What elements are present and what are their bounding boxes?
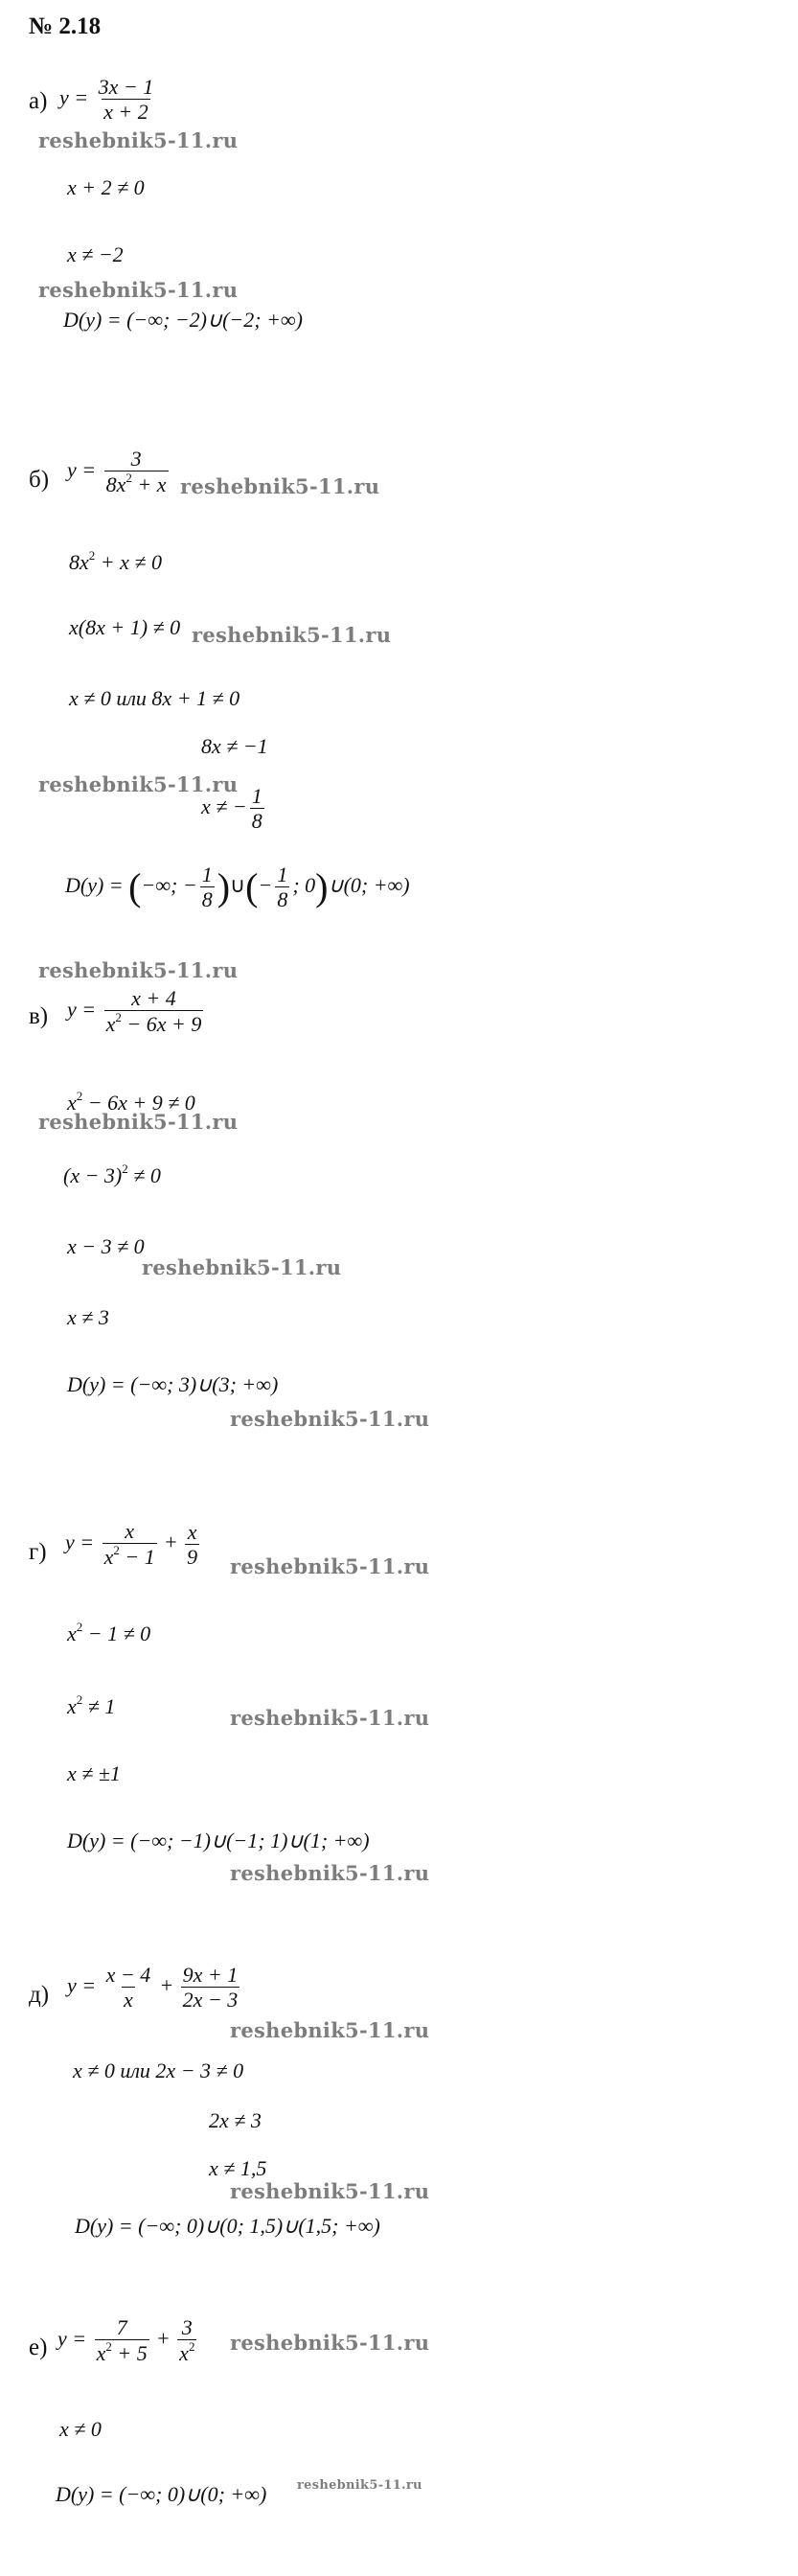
numerator: 1	[201, 862, 213, 886]
watermark: reshebnik5-11.ru	[230, 2331, 430, 2355]
exponent: 2	[122, 1162, 128, 1176]
exponent: 2	[76, 1692, 83, 1707]
watermark: reshebnik5-11.ru	[38, 278, 239, 302]
denominator: 8	[277, 887, 288, 912]
denominator: 8	[201, 887, 213, 912]
expr-base: 8x	[69, 550, 89, 574]
fraction	[181, 1963, 240, 2012]
watermark: reshebnik5-11.ru	[230, 1407, 430, 1431]
den-rest: + x	[131, 472, 167, 497]
interval-1: −∞; −	[141, 872, 197, 897]
y-equals: y =	[67, 997, 97, 1022]
expr-rest: ≠ 1	[82, 1694, 116, 1718]
part-e-function	[57, 2315, 199, 2366]
expr-rest: − 6x + 9 ≠ 0	[82, 1091, 195, 1115]
denominator	[104, 1010, 204, 1036]
denominator: 2x − 3	[182, 1988, 239, 2012]
numerator: 3x − 1	[98, 75, 154, 99]
den-base: x	[105, 1012, 116, 1037]
denominator: x	[124, 1988, 133, 2012]
den-rest: − 1	[119, 1545, 155, 1570]
part-a-label: а)	[29, 88, 48, 114]
part-e-step-1: x ≠ 0	[59, 2417, 102, 2441]
part-d-domain: D(y) = (−∞; 0)∪(0; 1,5)∪(1,5; +∞)	[75, 2214, 380, 2238]
expr-rest: + x ≠ 0	[95, 550, 162, 574]
fraction	[275, 862, 289, 912]
part-g-step-2	[67, 1692, 115, 1719]
expr-rest: − 1 ≠ 0	[82, 1622, 151, 1645]
exponent: 2	[76, 1089, 83, 1103]
problem-title: № 2.18	[29, 13, 102, 39]
numerator: x − 4	[105, 1963, 151, 1987]
watermark: reshebnik5-11.ru	[142, 1255, 342, 1279]
numerator: x	[125, 1519, 135, 1543]
plus-sign: +	[160, 1972, 173, 1997]
denominator: 8	[251, 809, 262, 834]
y-equals: y =	[65, 1530, 95, 1554]
part-b-step-3: x ≠ 0 или 8x + 1 ≠ 0	[69, 686, 240, 710]
den-rest: − 6x + 9	[121, 1012, 202, 1037]
part-g-step-1	[67, 1620, 150, 1646]
exponent: 2	[188, 2339, 195, 2355]
watermark: reshebnik5-11.ru	[38, 958, 239, 982]
exponent: 2	[115, 1010, 122, 1025]
expr-base: (x − 3)	[63, 1163, 123, 1187]
watermark: reshebnik5-11.ru	[230, 2018, 430, 2042]
part-b-label: б)	[29, 467, 50, 493]
fraction	[200, 862, 215, 912]
y-equals: y =	[67, 1972, 97, 1997]
part-b-domain: D(y) = (−∞; − $\frac{1}{8}$ )∪(− $\frac{1}{8}$ ; 0)∪(0; +∞)	[65, 862, 410, 912]
y-equals: y =	[57, 2326, 87, 2351]
numerator: 1	[277, 862, 288, 886]
part-v-step-2	[63, 1162, 161, 1188]
part-v-function	[67, 986, 206, 1037]
denominator: 9	[187, 1544, 198, 1569]
watermark: reshebnik5-11.ru	[230, 2179, 430, 2203]
exponent: 2	[76, 1620, 83, 1634]
fraction	[97, 75, 156, 125]
denominator	[104, 471, 169, 496]
plus-sign: +	[165, 1530, 177, 1554]
fraction	[103, 1519, 157, 1570]
den-base: x	[179, 2341, 189, 2366]
watermark: reshebnik5-11.ru	[230, 1554, 430, 1578]
union-symbol: ∪	[230, 872, 246, 897]
den-base: x	[96, 2341, 106, 2366]
exponent: 2	[88, 548, 96, 563]
watermark: reshebnik5-11.ru	[192, 623, 392, 647]
fraction	[185, 1520, 199, 1570]
exponent: 2	[125, 471, 132, 486]
part-d-label: д)	[29, 1982, 50, 2008]
part-d-function	[67, 1963, 242, 2012]
den-rest: + 5	[111, 2341, 148, 2366]
y-equals: y =	[67, 457, 97, 482]
part-g-function	[65, 1519, 202, 1570]
part-v-step-3: x − 3 ≠ 0	[67, 1234, 145, 1258]
expr-base: x	[67, 1622, 77, 1645]
den-base: 8x	[105, 472, 126, 497]
part-v-label: в)	[29, 1003, 49, 1029]
part-a-function	[59, 75, 158, 125]
watermark: reshebnik5-11.ru	[38, 128, 239, 152]
denominator	[95, 2339, 149, 2365]
interval-2-sign: −	[258, 872, 273, 897]
numerator: 9x + 1	[182, 1963, 239, 1987]
numerator: 1	[251, 784, 262, 808]
fraction	[104, 1963, 153, 2012]
denominator	[103, 1543, 157, 1569]
fraction	[104, 986, 204, 1037]
part-v-domain: D(y) = (−∞; 3)∪(3; +∞)	[67, 1372, 279, 1396]
numerator: 3	[181, 2315, 193, 2339]
fraction	[250, 784, 264, 834]
part-d-step-2: 2x ≠ 3	[209, 2108, 262, 2132]
plus-sign: +	[157, 2326, 170, 2351]
fraction	[177, 2315, 196, 2366]
watermark: reshebnik5-11.ru	[38, 772, 239, 796]
part-g-step-3: x ≠ ±1	[67, 1761, 121, 1785]
expr-rest: ≠ 0	[127, 1163, 161, 1187]
part-d-step-1: x ≠ 0 или 2x − 3 ≠ 0	[73, 2058, 244, 2082]
part-a-domain: D(y) = (−∞; −2)∪(−2; +∞)	[63, 308, 303, 332]
part-e-label: е)	[29, 2334, 48, 2360]
exponent: 2	[113, 1543, 120, 1558]
part-b-function	[67, 447, 171, 497]
watermark: reshebnik5-11.ru	[38, 1110, 239, 1134]
domain-prefix: D(y) =	[65, 872, 124, 897]
denominator	[177, 2339, 196, 2365]
y-equals: y =	[59, 84, 89, 109]
part-g-label: г)	[29, 1539, 47, 1565]
interval-3: ∪(0; +∞)	[328, 872, 410, 897]
interval-2-end: ; 0	[292, 872, 316, 897]
part-a-step-1: x + 2 ≠ 0	[67, 175, 145, 199]
part-v-step-4: x ≠ 3	[67, 1305, 109, 1329]
expr-base: x	[67, 1091, 77, 1115]
part-g-domain: D(y) = (−∞; −1)∪(−1; 1)∪(1; +∞)	[67, 1828, 370, 1852]
fraction	[95, 2315, 149, 2366]
part-b-step-4: 8x ≠ −1	[201, 734, 268, 758]
watermark: reshebnik5-11.ru	[230, 1861, 430, 1885]
part-b-step-1	[69, 548, 162, 575]
numerator: 7	[116, 2315, 127, 2339]
denominator: x + 2	[103, 100, 148, 125]
expr-base: x	[67, 1694, 77, 1718]
exponent: 2	[105, 2339, 112, 2355]
numerator: 3	[130, 447, 142, 471]
part-b-step-2: x(8x + 1) ≠ 0	[69, 615, 181, 639]
part-a-step-2: x ≠ −2	[67, 242, 124, 266]
fraction	[104, 447, 169, 497]
part-b-step-5	[201, 784, 267, 834]
numerator: x + 4	[131, 986, 176, 1010]
part-d-step-3: x ≠ 1,5	[209, 2156, 267, 2180]
watermark: reshebnik5-11.ru	[297, 2478, 422, 2493]
watermark: reshebnik5-11.ru	[180, 474, 380, 498]
den-base: x	[103, 1545, 114, 1570]
watermark: reshebnik5-11.ru	[230, 1706, 430, 1730]
part-e-domain: D(y) = (−∞; 0)∪(0; +∞)	[56, 2482, 267, 2506]
expr: x ≠ −	[201, 794, 247, 818]
numerator: x	[187, 1519, 197, 1544]
